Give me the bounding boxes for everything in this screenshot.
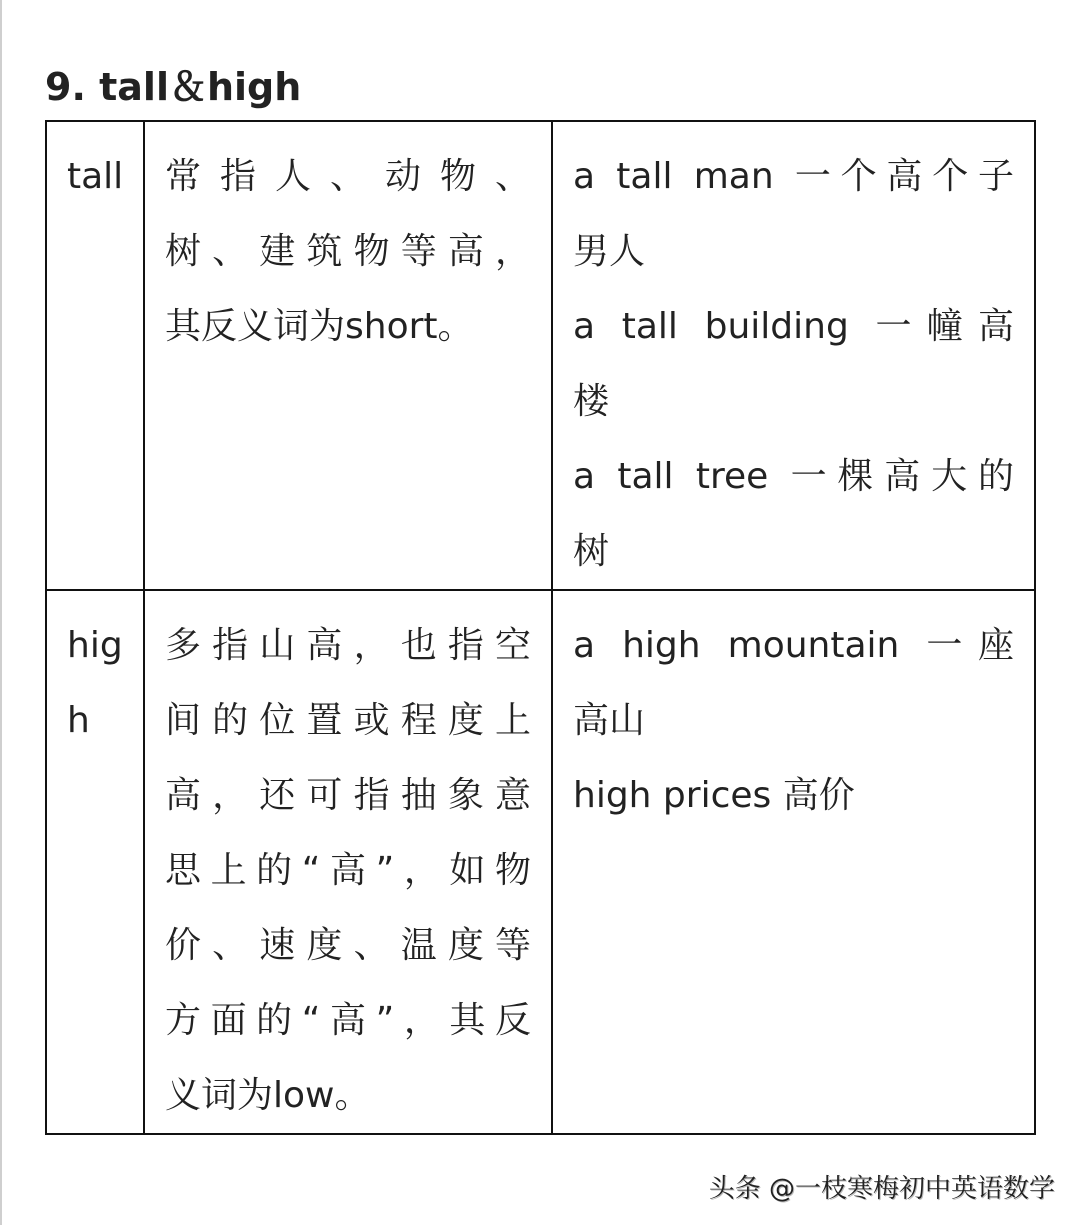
comparison-table bbox=[45, 120, 1036, 1135]
cell-text-line: 常指人、动物、 bbox=[165, 156, 531, 197]
watermark: 头条 @一枝寒梅初中英语数学 bbox=[708, 1174, 1055, 1204]
cell-text-line: 高，还可指抽象意 bbox=[165, 775, 531, 816]
cell-text-line: a high mountain 一座 bbox=[573, 625, 1014, 666]
cell-text-line: 方面的“高”，其反 bbox=[165, 1000, 531, 1041]
cell-text-line: h bbox=[67, 700, 90, 741]
examples-cell bbox=[552, 590, 1035, 1134]
table-row bbox=[46, 121, 1035, 590]
cell-text-line: a tall tree 一棵高大的 bbox=[573, 456, 1014, 497]
cell-text-line: tall bbox=[67, 156, 124, 197]
cell-text-line: 其反义词为short。 bbox=[165, 306, 474, 347]
usage-cell bbox=[144, 121, 552, 590]
cell-text-line: hig bbox=[67, 625, 123, 666]
examples-cell bbox=[552, 121, 1035, 590]
cell-text-line: 思上的“高”，如物 bbox=[165, 850, 531, 891]
cell-text-line: a tall man 一个高个子 bbox=[573, 156, 1014, 197]
cell-text-line: 树 bbox=[573, 531, 610, 572]
section-title: 9. tall＆high bbox=[45, 65, 302, 109]
cell-text-line: 价、速度、温度等 bbox=[165, 925, 531, 966]
cell-text-line: 义词为low。 bbox=[165, 1075, 371, 1116]
usage-cell bbox=[144, 590, 552, 1134]
word-cell bbox=[46, 121, 144, 590]
cell-text-line: high prices 高价 bbox=[573, 775, 855, 816]
table-row bbox=[46, 590, 1035, 1134]
word-cell bbox=[46, 590, 144, 1134]
cell-text-line: 树、建筑物等高， bbox=[165, 231, 531, 272]
cell-text-line: a tall building 一幢高 bbox=[573, 306, 1014, 347]
cell-text-line: 高山 bbox=[573, 700, 646, 741]
cell-text-line: 男人 bbox=[573, 231, 646, 272]
cell-text-line: 间的位置或程度上 bbox=[165, 700, 531, 741]
cell-text-line: 楼 bbox=[573, 381, 610, 422]
cell-text-line: 多指山高，也指空 bbox=[165, 625, 531, 666]
page-edge bbox=[0, 0, 2, 1225]
